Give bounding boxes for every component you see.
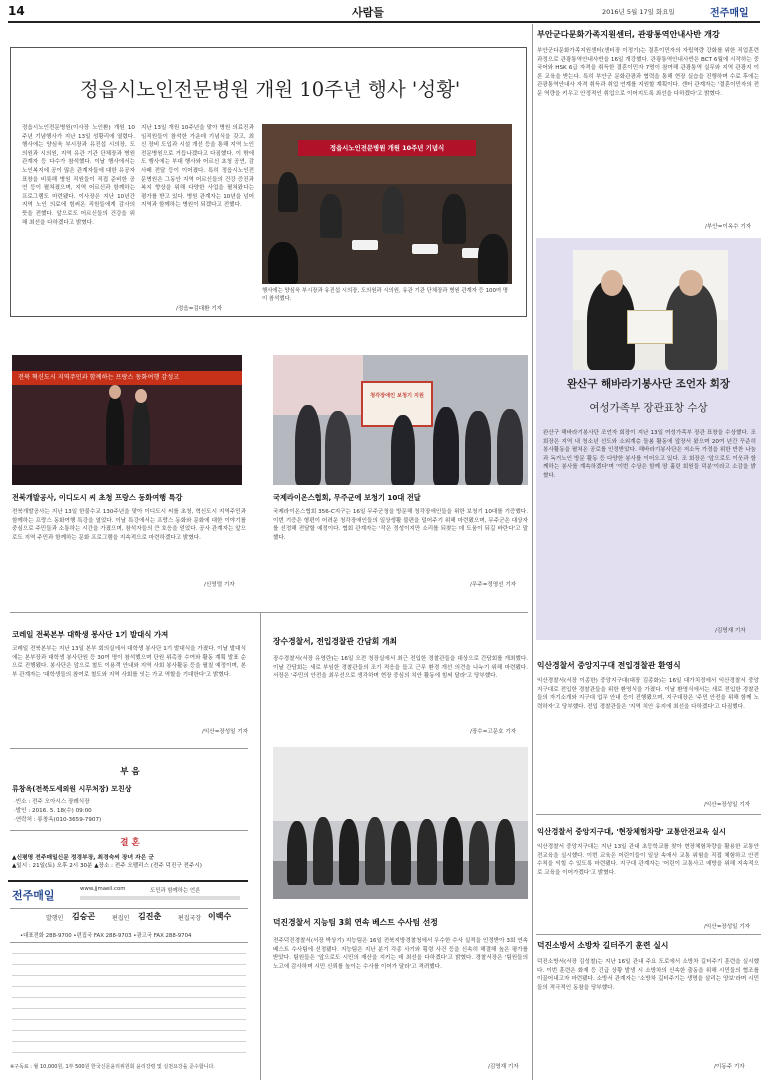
right-article-byline: /익산=장성일 기자 [704, 802, 751, 808]
mid-center-photo [273, 355, 528, 485]
right-article-body: 익산경찰서 중앙지구대는 지난 13일 관내 초등학교를 찾아 현장체험차량을 활용한 교통안전교육을 실시했다. 이번 교육은 어린이들이 일상 속에서 교통 위험을 직접 체험하고 안전 수칙을 익힐 수 있도록 마련됐다. 지구대 관계자는 '어린이 교통사고 예방을 위해 지속적으로 교육을 이어가겠다'고 밝혔다. [537, 844, 759, 876]
right-top-byline: /부안=이옥수 기자 [705, 224, 752, 230]
issue-date: 2016년 5월 17일 화요일 [602, 8, 675, 16]
profile-byline: /김명재 기자 [715, 628, 746, 634]
masthead-footer: ※구독료 : 월 10,000원, 1부 500원 한국신문윤리위원회 윤리강령 및 실천요강을 준수합니다. [10, 1064, 215, 1070]
top-story-col2: 지난 13일 개원 10주년을 맞아 병원 의료진과 임직원들이 참석한 가운데 기념식을 갖고, 최신 장비 도입과 시설 개선 등을 통해 지역 노인 전문병원으로 거듭나겠다고 다짐했다. 이 밖에도 행사에는 부대 행사와 어르신 초청 공연, 감사패 전달 등이 이어졌다. 특히 정읍시노인전문병원은 그동안 지역 어르신들의 건강 증진과 복지 향상을 위해 다양한 사업을 펼쳐왔다는 평가를 받고 있다. 병원 관계자는 10년을 넘어 지역과 함께하는 병원이 되겠다고 전했다. [141, 125, 254, 209]
right-article-byline: /익산=장성일 기자 [704, 924, 751, 930]
mid-left-body: 전북개발공사는 지난 13일 한불수교 130주년을 맞아 이디도시 씨를 초청, 혁신도시 지역주민과 함께하는 프랑스 동화여행 특강을 열었다. 이날 특강에서는 프랑스 동화와 문화에 대한 이야기를 중심으로 주민들과 소통하는 시간을 가졌으며, 참석자들의 큰 호응을 얻었다. 공사 관계자는 앞으로도 지역 주민과 함께하는 문화 프로그램을 지속적으로 마련하겠다고 밝혔다. [12, 509, 246, 541]
mid-left-headline: 전북개발공사, 이디도시 씨 초청 프랑스 동화여행 특강 [12, 493, 183, 502]
section-title: 사람들 [352, 6, 384, 19]
right-article-headline: 덕진소방서 소방차 길터주기 훈련 실시 [537, 941, 669, 950]
editor-name: 김진춘 [138, 912, 162, 921]
mid-center-headline: 국제라이온스협회, 무주군에 보청기 10대 전달 [273, 493, 421, 502]
profile-headline: 완산구 해바라기봉사단 조언자 회장 [566, 378, 731, 390]
paper-name: 전주매일 [710, 8, 749, 19]
phone-line: •대표전화 288-9700 •편집국 FAX 288-9703 •광고국 FAX 288-9704 [20, 933, 192, 939]
obituary-title: 부 음 [120, 767, 140, 777]
director-label: 편집국장 [178, 915, 202, 922]
masthead-url: www.jjmaeil.com [80, 886, 126, 892]
profile-body: 완산구 해바라기봉사단 조언자 회장이 지난 13일 여성가족부 장관 표창을 수상했다. 조 회장은 지역 내 청소년 선도와 소외계층 돌봄 활동에 앞장서 왔으며 20여 년간 꾸준히 봉사활동을 펼쳐온 공로를 인정받았다. 해바라기봉사단은 저소득 가정을 위한 반찬 나눔과 독거노인 방문 활동 등 다양한 봉사를 이어오고 있다. 조 회장은 '앞으로도 이웃과 함께하는 봉사를 계속하겠다'며 '이번 수상은 함께 땀 흘린 회원들 덕분'이라고 소감을 밝혔다. [543, 430, 756, 479]
right-article-body: 익산경찰서(서장 이종한) 중앙지구대(대장 김종화)는 16일 대가치정에서 익산경찰서 중앙지구대로 전입한 경찰관들을 위한 환영식을 가졌다. 이날 환영식에서는 새로 전입한 경찰관들의 자기소개와 지구대 업무 안내 등이 진행됐으며, 지구대장은 '주민 안전을 위해 함께 노력하자'고 당부했다. 전입 경찰관들은 '지역 치안 유지에 최선을 다하겠다'고 다짐했다. [537, 678, 759, 710]
right-article-body: 덕진소방서(서장 김성철)는 지난 16일 관내 주요 도로에서 소방차 길터주기 훈련을 실시했다. 이번 훈련은 화재 등 긴급 상황 발생 시 소방차의 신속한 출동을 위해 시민들의 협조를 이끌어내고자 마련됐다. 소방서 관계자는 '소방차 길터주기는 생명을 살리는 양보'라며 시민들의 적극적인 동참을 당부했다. [537, 959, 759, 991]
page-number: 14 [8, 4, 25, 18]
top-story-photo [262, 124, 512, 284]
top-story-headline: 정읍시노인전문병원 개원 10주년 행사 '성황' [79, 78, 461, 101]
obituary-line: ·발인 : 2016. 5. 18(수) 09:00 [14, 808, 92, 814]
event-banner: 정읍시노인전문병원 개원 10주년 기념식 [298, 140, 476, 156]
chin-headline: 덕진경찰서 지능팀 3회 연속 베스트 수사팀 선정 [273, 918, 438, 927]
right-article-headline: 익산경찰서 중앙지구대 전입경찰관 환영식 [537, 661, 681, 670]
masthead-logo: 전주매일 [12, 889, 55, 902]
mid-center-banner: 청각장애인 보청기 지원 [361, 381, 433, 427]
obituary-name: 류창옥(전북도세외원 시무처장) 모친상 [12, 785, 132, 793]
contact-directory [12, 948, 246, 1058]
police-byline: /장수=고문호 기자 [470, 729, 517, 735]
wedding-line: ▲신평명 전주매일신문 정경부장, 최경숙씨 장녀 자은 군 [12, 855, 154, 861]
chin-photo [273, 747, 528, 899]
wedding-line: ▲일시 : 21일(토) 오후 2시 30분 ▲장소 : 전주 오펠리스 (전주 덕진구 전주시) [12, 863, 202, 869]
korail-body: 코레일 전북본부는 지난 13일 본부 회의실에서 대학생 봉사단 1기 발대식을 가졌다. 이날 발대식에는 본부장과 대학생 봉사단원 등 30여 명이 참석했으며 단원 위촉장 수여와 활동 계획 발표 순으로 진행됐다. 봉사단은 앞으로 철도 이용객 안내와 지역 사회 봉사활동 등을 펼칠 예정이며, 본부 관계자는 '대학생들의 참여로 철도와 지역 사회를 잇는 가교 역할을 기대한다'고 밝혔다. [12, 646, 246, 678]
right-article-headline: 익산경찰서 중앙지구대, '현장체험차량' 교통안전교육 실시 [537, 827, 726, 836]
mid-center-body: 국제라이온스협회 356-C지구는 16일 무주군청을 방문해 청각장애인들을 위한 보청기 10대를 기증했다. 이번 기증은 형편이 어려운 청각장애인들의 일상생활 불편을 덜어주기 위해 마련됐으며, 무주군은 대상자를 선정해 전달할 예정이다. 협회 관계자는 '작은 정성이지만 소리를 되찾는 데 도움이 되길 바란다'고 말했다. [273, 509, 528, 541]
masthead-slogan: 도민과 함께하는 언론 [150, 888, 201, 894]
right-article-byline: /이동주 기자 [714, 1064, 745, 1070]
police-body: 장수경찰서(서장 유영란)는 16일 오전 청장실에서 최근 전입한 경찰관들을 대상으로 간담회를 개최했다. 이날 간담회는 새로 부임한 경찰관들의 조기 적응을 돕고 근무 환경 개선 의견을 나누기 위해 마련됐다. 서장은 '주민의 안전을 최우선으로 생각하며 현장 중심의 치안 활동에 힘써 달라'고 당부했다. [273, 656, 528, 680]
mid-left-photo [12, 355, 242, 485]
top-story-byline: /정읍=김대환 기자 [176, 306, 223, 312]
wedding-title: 결 혼 [120, 838, 140, 848]
profile-subhead: 여성가족부 장관표창 수상 [589, 402, 708, 414]
publisher-name: 김승곤 [72, 912, 96, 921]
top-story-col1: 정읍시노인전문병원(이사장 노인환) 개원 10주년 기념행사가 지난 13일 성황리에 열렸다. 행사에는 양심욱 부시장과 유진섭 시의장, 도의원과 시의원, 지역 유관 기관 단체장과 병원 관계자 등 다수가 참석했다. 이날 행사에서는 노인복지에 공이 많은 관계자들에 대한 유공자 표창을 비롯해 병원 직원들이 직접 준비한 공연 등이 펼쳐졌으며, 지역 어르신과 함께하는 프로그램도 마련됐다. 이사장은 지난 10년간 지역 노인 의료에 힘써온 직원들에게 감사의 뜻을 전했다. 앞으로도 어르신들의 건강을 위해 최선을 다하겠다고 밝혔다. [22, 125, 135, 226]
police-headline: 장수경찰서, 전입경찰관 간담회 개최 [273, 637, 398, 646]
chin-body: 전주덕진경찰서(서장 박상기) 지능팀은 16일 전북지방경찰청에서 우수한 수사 실적을 인정받아 3회 연속 베스트 수사팀에 선정됐다. 지능팀은 지난 분기 각종 사기와 횡령 사건 등을 신속히 해결해 높은 평가를 받았다. 팀원들은 '앞으로도 시민의 재산을 지키는 데 최선을 다하겠다'고 밝혔다. 경찰서장은 '팀원들의 노고에 감사하며 시민 신뢰를 높이는 수사를 이어가 달라'고 격려했다. [273, 938, 528, 970]
publisher-label: 발행인 [46, 915, 64, 922]
profile-photo [573, 250, 728, 370]
top-story-caption: 행사에는 양심욱 부시장과 유진섭 시의장, 도의원과 시의원, 유관 기관 단체장과 병원 관계자 등 100여 명이 참석했다. [262, 288, 509, 302]
masthead-info-strip [80, 896, 240, 900]
right-top-body: 부안군다문화가족지원센터(센터장 이정기)는 결혼이민자의 자립역량 강화를 위한 직업훈련 과정으로 관광통역안내사반을 16일 개강했다. 관광통역안내사반은 BCT 6월에 시작하는 중국어와 HSK 6급 자격을 취득한 결혼이민자 7명이 참여해 관광통역 실무와 지역 관광지 이론 교육을 받는다. 특히 부안군 문화관광과 협력을 통해 현장 실습을 진행하며 수료 후에는 관광통역안내사 자격 취득과 취업 연계를 지원할 계획이다. 센터 관계자는 '결혼이민자의 전문 역량을 키우고 안정적인 취업으로 이어지도록 최선을 다하겠다'고 밝혔다. [537, 48, 759, 97]
korail-byline: /익산=장성일 기자 [202, 729, 249, 735]
right-top-headline: 부안군다문화가족지원센터, 관광통역안내사반 개강 [537, 29, 720, 39]
obituary-line: ·연락처 : 류창옥(010-3659-7907) [14, 817, 102, 823]
mid-center-byline: /무주=정영선 기자 [470, 582, 517, 588]
obituary-line: ·빈소 : 전주 오아시스 장례식장 [14, 799, 90, 805]
mid-left-banner: 전북 혁신도시 지역주민과 함께하는 프랑스 동화여행 감성고 [12, 371, 242, 385]
page-header [8, 4, 760, 20]
director-name: 이백수 [208, 912, 232, 921]
korail-headline: 코레일 전북본부 대학생 봉사단 1기 발대식 가져 [12, 630, 169, 639]
editor-label: 편집인 [112, 915, 130, 922]
mid-left-byline: /신영렬 기자 [204, 582, 235, 588]
chin-byline: /김영재 기자 [488, 1064, 519, 1070]
